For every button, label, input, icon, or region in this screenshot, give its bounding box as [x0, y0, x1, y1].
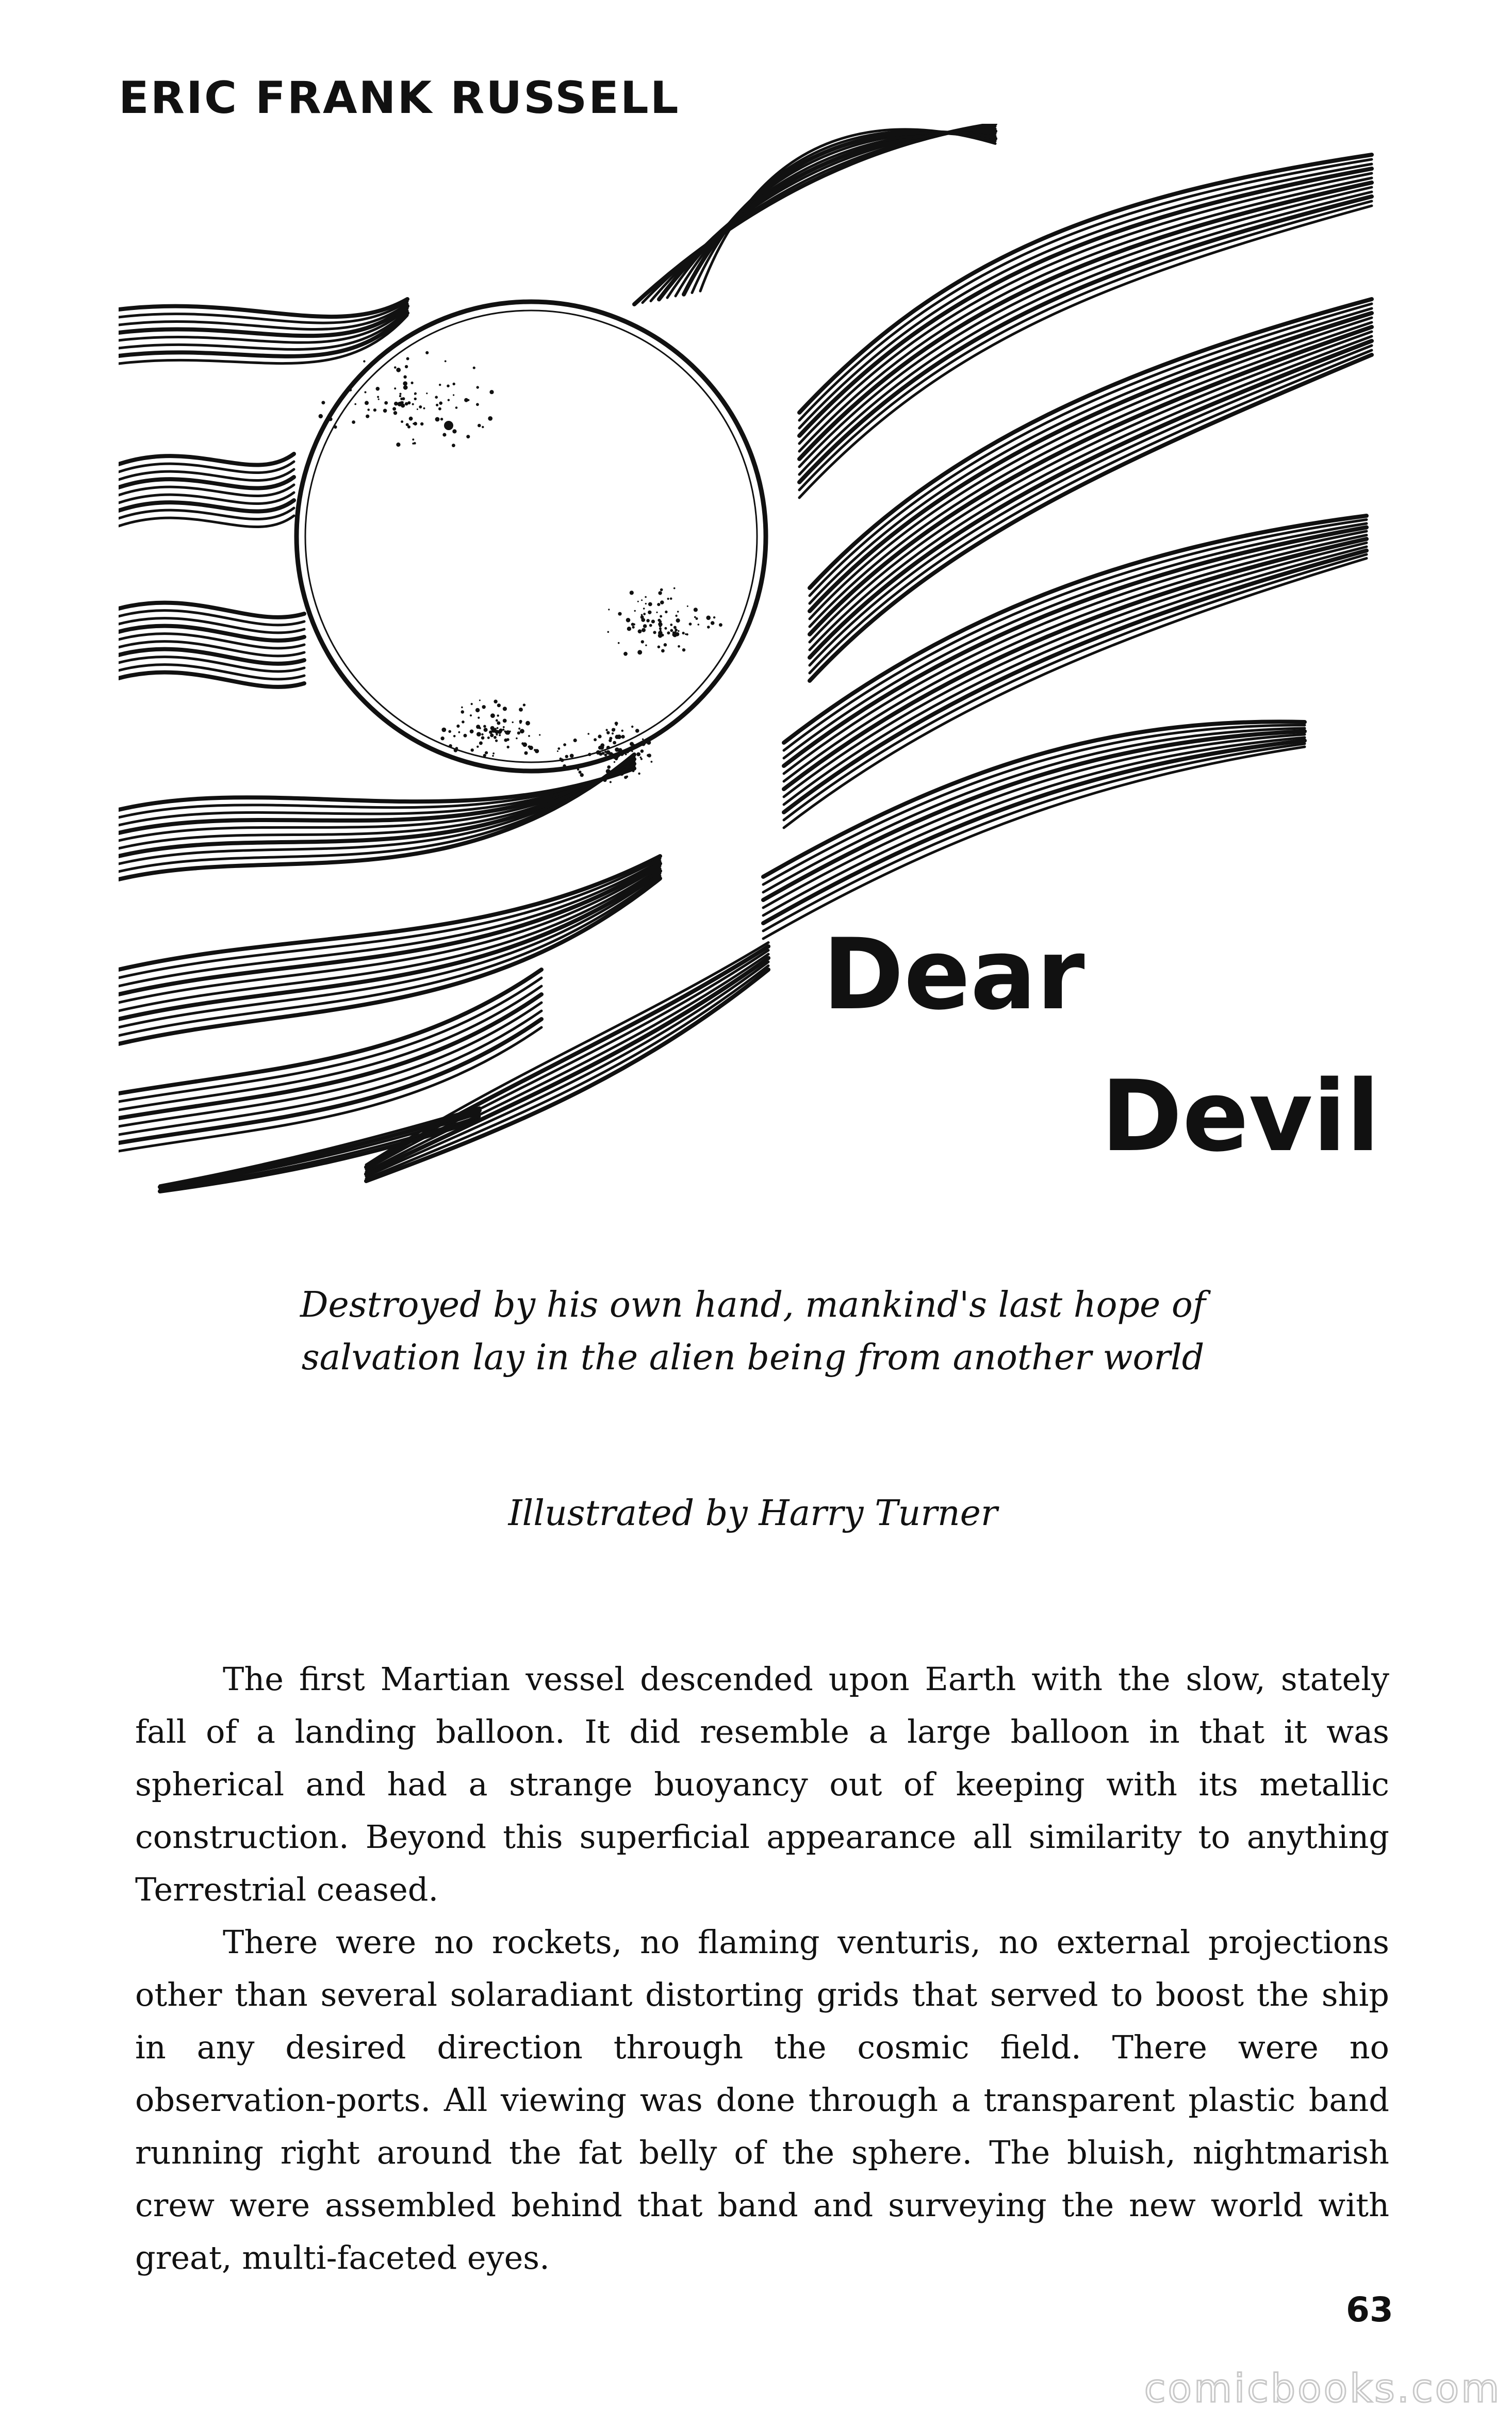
story-title-devil: Devil — [1101, 1059, 1380, 1173]
story-illustration — [119, 124, 1382, 1197]
author-name: ERIC FRANK RUSSELL — [119, 72, 680, 124]
story-body — [135, 1653, 1389, 2284]
page-number: 63 — [1346, 2290, 1393, 2330]
paragraph: There were no rockets, no flaming venturis, no external projections other than several solaradiant distorting grids that served to boost the ship in any desired direction through the cosmic field. There were no observation-ports. All viewing was done through a transparent plastic band running right around the fat belly of the sphere. The bluish, nightmarish crew were assembled behind that band and surveying the new world with great, multi-faceted eyes. — [135, 1923, 1389, 2276]
paragraph: The first Martian vessel descended upon Earth with the slow, stately fall of a landing balloon. It did resemble a large balloon in that it was spherical and had a strange buoyancy out of keeping with its metallic construction. Beyond this superficial appearance all similarity to anything Terrestrial ceased. — [135, 1660, 1389, 1908]
svg-text:comicbooks.com: comicbooks.com — [1144, 2365, 1502, 2411]
story-tagline — [248, 1279, 1258, 1384]
illustrator-credit: Illustrated by Harry Turner — [508, 1493, 998, 1534]
story-title-dear: Dear — [823, 918, 1085, 1031]
watermark-logo — [1142, 2365, 1503, 2416]
tagline-line: salvation lay in the alien being from another world — [301, 1337, 1205, 1378]
tagline-line: Destroyed by his own hand, mankind's last hope of — [300, 1285, 1206, 1325]
swirl-bands — [119, 124, 1372, 1191]
planet-sphere — [297, 302, 766, 783]
